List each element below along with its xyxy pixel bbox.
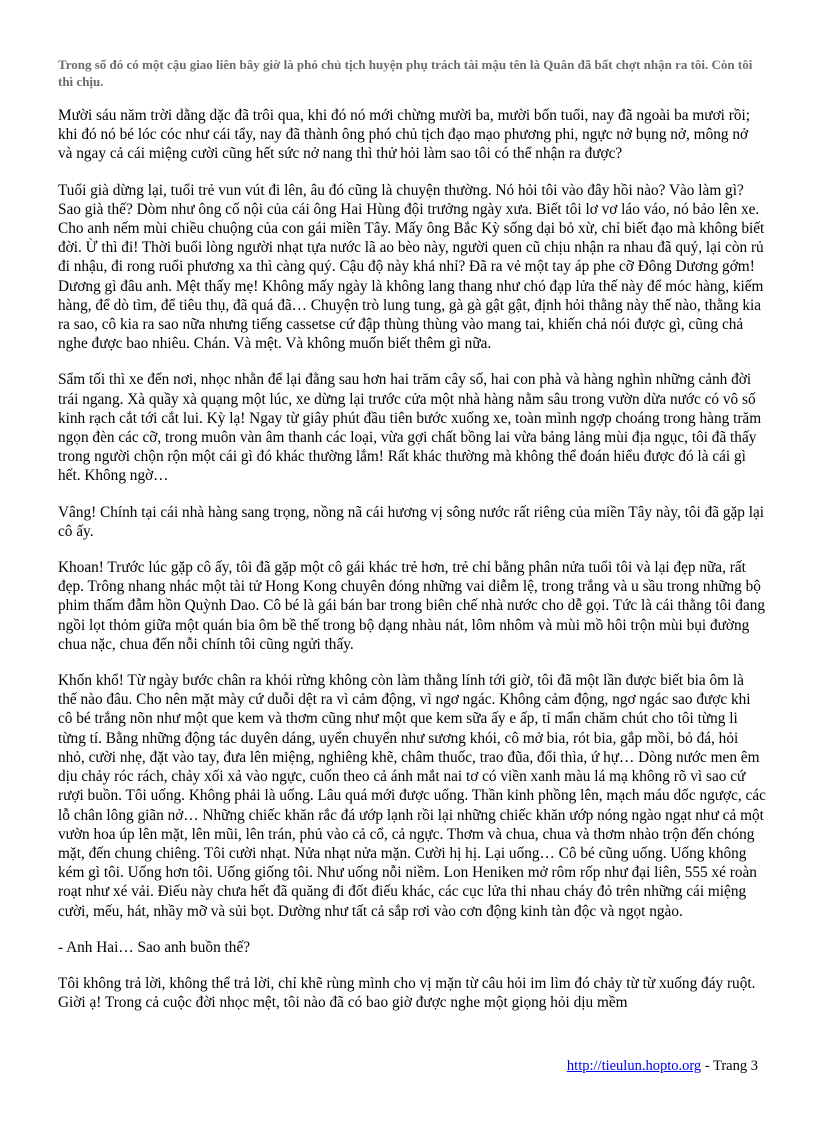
paragraph: Khốn khổ! Từ ngày bước chân ra khỏi rừng không còn làm thằng lính tới giờ, tôi đã một lần được biết bia ôm là thế nào đâu. Cho nên mặt mày cứ duỗi dệt ra vì cảm động, vì ngơ ngác. Không cảm động, ngơ ngác sao được khi cô bé trắng nõn như một que kem và thơm cũng như một que kem sữa ấy e ấp, tỉ mẩn chăm chút cho tôi từng li từng tí. Bằng những động tác duyên dáng, uyển chuyển như sương khói, cô mở bia, rót bia, gắp mồi, bỏ đá, hỏi nhỏ, cười nhẹ, đặt vào tay, đưa lên miệng, nghiêng khẽ, châm thuốc, trao đũa, đổi thìa, ứ hự… Dòng nước men êm dịu chảy róc rách, chảy xối xả vào ngực, cuốn theo cả ánh mắt nai tơ có viền xanh màu lá mạ không rõ vì sao cứ rượi buồn. Tôi uống. Không phải là uống. Lâu quá mới được uống. Thần kinh phồng lên, mạch máu dốc ngược, các lỗ chân lông giãn nở… Những chiếc khăn rắc đá ướp lạnh rồi lại những chiếc khăn ướp nóng ngào ngạt như cả một vườn hoa úp lên mặt, lên mũi, lên trán, phủ vào cả cổ, cả ngực. Thơm và chua, chua và thơm nhào trộn đến chóng mặt, đến chung chiêng. Tôi cười nhạt. Nửa nhạt nửa mặn. Cười hị hị. Lại uống… Cô bé cũng uống. Uống không kém gì tôi. Uống hơn tôi. Uống giống tôi. Như uống nỗi niềm. Lon Heniken mở rôm rốp như đại liên, 555 xé roàn roạt như xé vải. Điếu này chưa hết đã quăng đi đốt điếu khác, các cục lửa thi nhau cháy đỏ trên những cái miệng cười, mếu, hát, nhầy mỡ và sủi bọt. Dường như tất cả sắp rơi vào cơn động kinh tàn độc và ngọt ngào. — [58, 672, 766, 920]
paragraph: Vâng! Chính tại cái nhà hàng sang trọng, nồng nã cái hương vị sông nước rất riêng của miền Tây này, tôi đã gặp lại cô ấy. — [58, 503, 765, 540]
paragraph: Khoan! Trước lúc gặp cô ấy, tôi đã gặp một cô gái khác trẻ hơn, trẻ chỉ bằng phân nửa tuổi tôi và lại đẹp nữa, rất đẹp. Trông nhang nhác một tài tử Hong Kong chuyên đóng những vai diễm lệ, trong trắng và u sầu trong những bộ phim thấm đẫm hồn Quỳnh Dao. Cô bé là gái bán bar trong biên chế nhà nước cho dễ gọi. Tức là cái thằng tôi đang ngồi lọt thỏm giữa một quán bia ôm bề thế trong bộ dạng nhàu nát, lôm nhôm và mùi mồ hôi trộn mùi bụi đường chua nặc, chua đến nỗi chính tôi cũng ngửi thấy. — [58, 559, 766, 653]
dialogue-line: - Anh Hai… Sao anh buồn thế? — [58, 938, 251, 956]
page-number: - Trang 3 — [701, 1058, 758, 1074]
document-page — [58, 56, 766, 1029]
source-link[interactable]: http://tieulun.hopto.org — [566, 1058, 702, 1074]
paragraph: Tuổi già dừng lại, tuổi trẻ vun vút đi lên, âu đó cũng là chuyện thường. Nó hỏi tôi vào đây hồi nào? Vào làm gì? Sao già thế? Dòm như ông cố nội của cái ông Hai Hùng đội trưởng ngày xưa. Biết tôi lơ vơ láo váo, nó bảo lên xe. Cho anh nếm mùi chiều chuộng của con gái miền Tây. Mấy ông Bắc Kỳ sống dại bỏ xừ, chỉ biết đạo mà không biết đời. Ừ thì đi! Thời buổi lòng người nhạt tựa nước lã ao bèo này, người quen cũ chịu nhận ra nhau đã quý, lại còn rủ đi nhậu, đi rong ruổi phương xa thì càng quý. Cậu độ này khá nhỉ? Đã ra vẻ một tay áp phe cỡ Đông Dương gớm! Dương gì đâu anh. Mệt thấy mẹ! Không mấy ngày là không lang thang như chó đạp lửa thế này để móc hàng, kiếm hàng, để dò tìm, để tiêu thụ, đã quá đã… Chuyện trò lung tung, gà gà gật gật, định hỏi thằng này thế nào, thằng kia ra sao, cô kia ra sao nữa nhưng tiếng cassetse cứ đập thùng thùng vào mang tai, khiến chả nói được gì, cũng chả nghe được bao nhiêu. Chán. Và mệt. Và không muốn biết thêm gì nữa. — [58, 181, 765, 353]
paragraph: Sẩm tối thì xe đến nơi, nhọc nhằn để lại đằng sau hơn hai trăm cây số, hai con phà và hàng nghìn những cảnh đời trái ngang. Xà quầy xà quạng một lúc, xe dừng lại trước cửa một nhà hàng nằm sâu trong vườn dừa nước có vô số kinh rạch cắt tới cắt lui. Kỳ lạ! Ngay từ giây phút đầu tiên bước xuống xe, toàn mình ngợp choáng trong hàng trăm ngọn đèn các cỡ, trong muôn vàn âm thanh các loại, vừa gợi chất bồng lai vừa bảng lảng mùi địa ngục, tôi đã thấy trong người chộn rộn một cái gì đó khác thường lắm! Rất khác thường mà không thể đoán hiểu được đó là cái gì hết. Không ngờ… — [58, 371, 762, 485]
paragraph: Mười sáu năm trời dằng dặc đã trôi qua, khi đó nó mới chừng mười ba, mười bốn tuổi, nay đã ngoài ba mươi rồi; khi đó nó bé lóc cóc như cái tẩy, nay đã thành ông phó chủ tịch đạo mạo phương phi, ngực nở bụng nở, mông nở và ngay cả cái miệng cười cũng hết sức nở nang thì thử hỏi làm sao tôi có thể nhận ra được? — [58, 107, 750, 163]
page-footer — [567, 1057, 758, 1075]
intro-paragraph: Trong số đó có một cậu giao liên bây giờ là phó chủ tịch huyện phụ trách tài mậu tên là Quân đã bất chợt nhận ra tôi. Còn tôi thì chịu. — [58, 57, 753, 89]
paragraph: Tôi không trả lời, không thể trả lời, chỉ khẽ rùng mình cho vị mặn từ câu hỏi im lìm đó chảy từ từ xuống đáy ruột. Giời ạ! Trong cả cuộc đời nhọc mệt, tôi nào đã có bao giờ được nghe một giọng hỏi dịu mềm — [58, 974, 756, 1012]
